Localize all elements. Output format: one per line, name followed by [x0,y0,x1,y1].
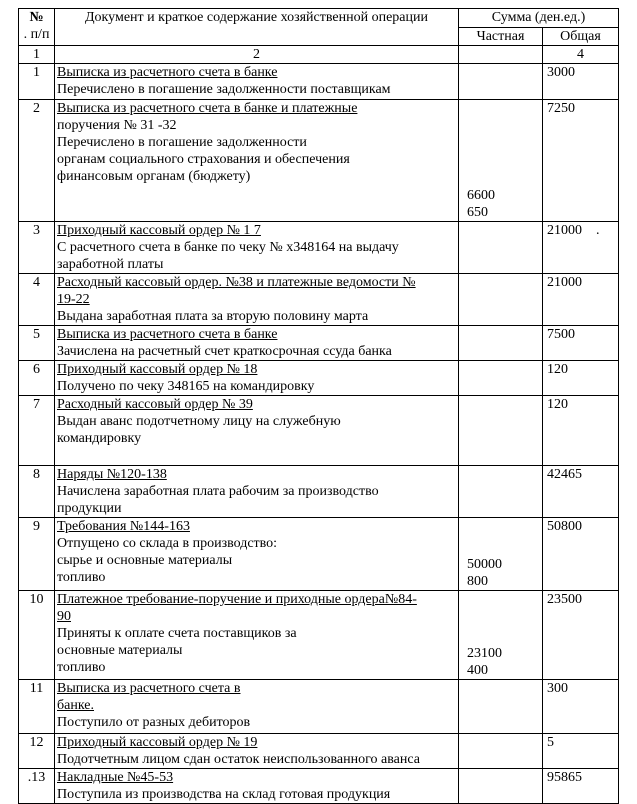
row-total-amount [543,361,619,396]
operation-description: Перечислено в погашение задолженности [57,135,307,150]
document-title: Приходный кассовый ордер № 19 [57,735,258,750]
document-title: Платежное требование-поручение и приходные ордера№84- [57,592,417,607]
total-value: 120 [547,397,568,412]
row-partial-amount [459,100,543,222]
row-document [55,769,459,804]
row-document [55,361,459,396]
row-partial-amount [459,734,543,769]
row-number: 6 [19,361,55,396]
row-document [55,518,459,591]
document-title: Расходный кассовый ордер. №38 и платежные ведомости № [57,275,416,290]
row-document [55,396,459,466]
document-title: Выписка из расчетного счета в банке и платежные [57,101,358,116]
table-row [19,734,619,769]
table-row [19,591,619,680]
row-partial-amount [459,361,543,396]
operation-description: топливо [57,660,106,675]
document-title: Наряды №120-138 [57,467,167,482]
row-document [55,734,459,769]
row-document [55,591,459,680]
row-total-amount [543,64,619,100]
total-value: 21000 [547,223,582,238]
table-row [19,680,619,734]
operation-description: топливо [57,570,106,585]
total-value: 50800 [547,519,582,534]
operation-description: Поступила из производства на склад готовая продукция [57,787,391,802]
document-title: Расходный кассовый ордер № 39 [57,397,253,412]
row-number: 11 [19,680,55,734]
total-value: 23500 [547,592,582,607]
document-title: Выписка из расчетного счета в [57,681,241,696]
row-document [55,466,459,518]
total-value: 7250 [547,101,575,116]
table-row [19,769,619,804]
table-row [19,64,619,100]
row-number: 5 [19,326,55,361]
row-partial-amount [459,274,543,326]
row-number: 4 [19,274,55,326]
row-partial-amount [459,518,543,591]
operations-table [18,8,619,804]
partial-value: 650 [467,205,488,220]
row-total-amount [543,734,619,769]
row-number: 8 [19,466,55,518]
total-value: 7500 [547,327,575,342]
operation-description: Начислена заработная плата рабочим за производство [57,484,379,499]
colnum-2: 2 [55,46,459,64]
table-row [19,361,619,396]
total-value: 3000 [547,65,575,80]
row-number: 9 [19,518,55,591]
table-row [19,466,619,518]
total-value: 120 [547,362,568,377]
operation-description: поручения № 31 -32 [57,118,177,133]
operation-description: продукции [57,501,122,516]
header-num [19,9,55,46]
row-number: 1 [19,64,55,100]
row-partial-amount [459,326,543,361]
operation-description: командировку [57,431,142,446]
operation-description: Подотчетным лицом сдан остаток неиспользованного аванса [57,752,420,767]
document-title: Накладные №45-53 [57,770,174,785]
table-row [19,274,619,326]
operation-description: финансовым органам (бюджету) [57,169,251,184]
total-value: 300 [547,681,568,696]
row-total-amount [543,326,619,361]
operation-description: заработной платы [57,257,164,272]
partial-value: 400 [467,663,488,678]
row-number: 12 [19,734,55,769]
partial-value: 800 [467,574,488,589]
operation-description: Поступило от разных дебиторов [57,715,251,730]
table-row [19,396,619,466]
document-title: банке. [57,698,94,713]
row-total-amount [543,518,619,591]
column-number-row [19,46,619,64]
row-document [55,274,459,326]
table-row [19,518,619,591]
total-value: 95865 [547,770,582,785]
row-partial-amount [459,466,543,518]
row-document [55,326,459,361]
document-title: 90 [57,609,71,624]
operation-description: Отпущено со склада в производство: [57,536,278,551]
row-total-amount [543,769,619,804]
header-num-top: № [29,10,44,25]
total-value: 21000 [547,275,582,290]
row-total-amount [543,680,619,734]
operation-description: Зачислена на расчетный счет краткосрочная ссуда банка [57,344,392,359]
document-title: Выписка из расчетного счета в банке [57,65,278,80]
row-number: 3 [19,222,55,274]
document-title: Приходный кассовый ордер № 18 [57,362,258,377]
document-title: Требования №144-163 [57,519,190,534]
table-row [19,100,619,222]
operation-description: Выдана заработная плата за вторую половину марта [57,309,369,324]
partial-value: 23100 [467,646,502,661]
operation-description: Получено по чеку 348165 на командировку [57,379,315,394]
row-document [55,680,459,734]
total-value: 42465 [547,467,582,482]
header-total: Общая [543,28,619,46]
row-total-amount [543,274,619,326]
row-document [55,100,459,222]
row-document [55,222,459,274]
operation-description: основные материалы [57,643,183,658]
header-num-bottom: . п/п [23,27,50,42]
row-partial-amount [459,591,543,680]
partial-value: 50000 [467,557,502,572]
row-number: 10 [19,591,55,680]
total-mark: . [596,223,600,238]
row-partial-amount [459,222,543,274]
row-number: 2 [19,100,55,222]
header-doc: Документ и краткое содержание хозяйственной операции [55,9,459,46]
row-total-amount [543,591,619,680]
row-number: 7 [19,396,55,466]
header-partial: Частная [459,28,543,46]
row-total-amount [543,396,619,466]
colnum-3 [459,46,543,64]
row-partial-amount [459,769,543,804]
operation-description: Выдан аванс подотчетному лицу на служебную [57,414,341,429]
table-row [19,222,619,274]
operation-description: Перечислено в погашение задолженности поставщикам [57,82,391,97]
total-value: 5 [547,735,554,750]
row-partial-amount [459,680,543,734]
partial-value: 6600 [467,188,495,203]
document-title: 19-22 [57,292,90,307]
operation-description: органам социального страхования и обеспечения [57,152,350,167]
row-number: .13 [19,769,55,804]
colnum-1: 1 [19,46,55,64]
row-total-amount [543,466,619,518]
table-row [19,326,619,361]
document-title: Выписка из расчетного счета в банке [57,327,278,342]
row-partial-amount [459,64,543,100]
header-sum: Сумма (ден.ед.) [459,9,619,28]
colnum-4: 4 [543,46,619,64]
operation-description: Приняты к оплате счета поставщиков за [57,626,297,641]
document-title: Приходный кассовый ордер № 1 7 [57,223,261,238]
row-total-amount [543,222,619,274]
row-total-amount [543,100,619,222]
row-partial-amount [459,396,543,466]
operation-description: С расчетного счета в банке по чеку № х348164 на выдачу [57,240,399,255]
operation-description: сырье и основные материалы [57,553,233,568]
row-document [55,64,459,100]
header-row [19,9,619,28]
